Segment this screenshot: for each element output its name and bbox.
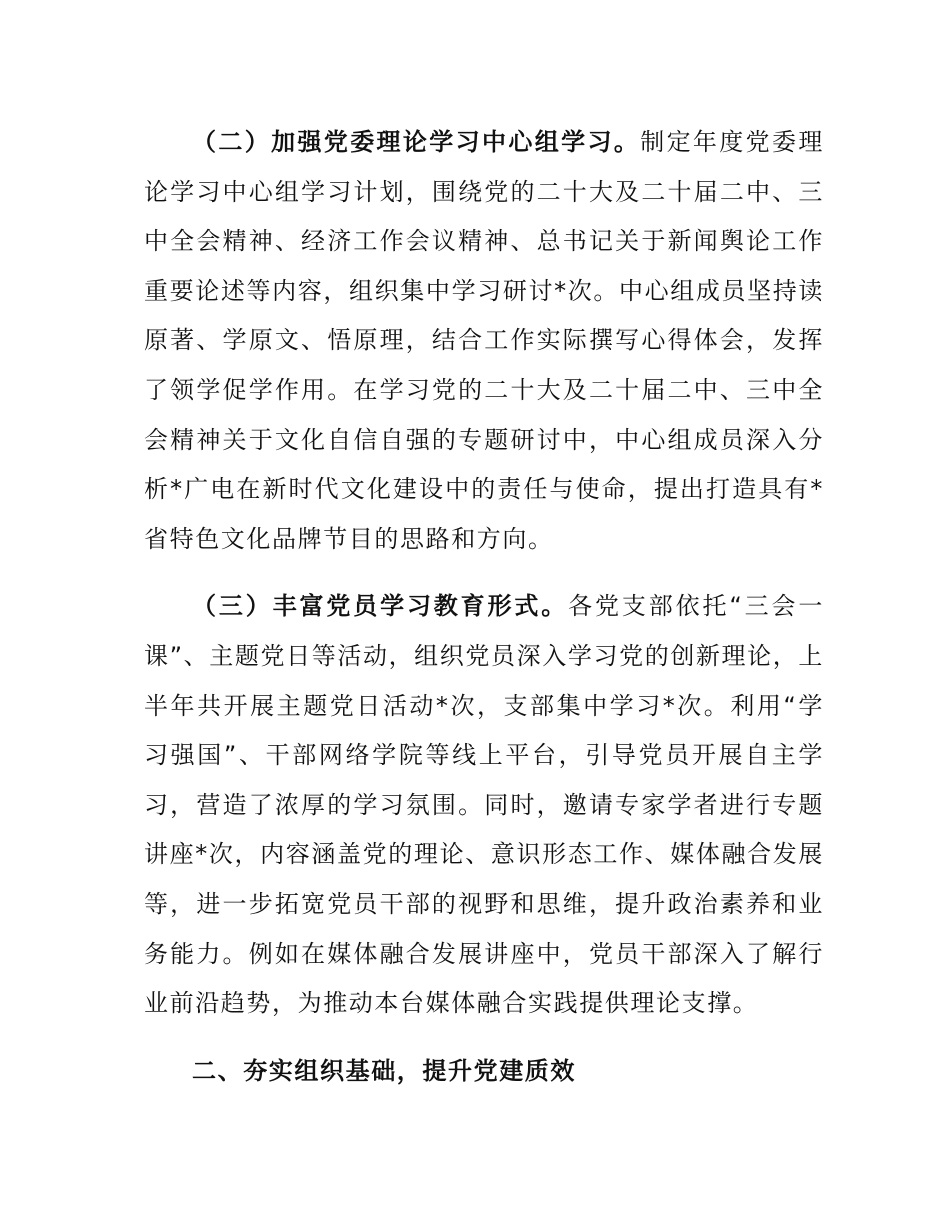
paragraph-text: 各党支部依托“三会一课”、主题党日等活动，组织党员深入学习党的创新理论，上半年共开展主题党日活动*次，支部集中学习*次。利用“学习强国”、干部网络学院等线上平台，引导党员开展自主学习，营造了浓厚的学习氛围。同时，邀请专家学者进行专题讲座*次，内容涵盖党的理论、意识形态工作、媒体融合发展等，进一步拓宽党员干部的视野和思维，提升政治素养和业务能力。例如在媒体融合发展讲座中，党员干部深入了解行业前沿趋势，为推动本台媒体融合实践提供理论支撑。 bbox=[144, 592, 824, 1018]
paragraph-text: 制定年度党委理论学习中心组学习计划，围绕党的二十大及二十届二中、三中全会精神、经济工作会议精神、总书记关于新闻舆论工作重要论述等内容，组织集中学习研讨*次。中心组成员坚持读原著、学原文、悟原理，结合工作实际撰写心得体会，发挥了领学促学作用。在学习党的二十大及二十届二中、三中全会精神关于文化自信自强的专题研讨中，中心组成员深入分析*广电在新时代文化建设中的责任与使命，提出打造具有*省特色文化品牌节目的思路和方向。 bbox=[144, 128, 824, 553]
section-heading: 二、夯实组织基础，提升党建质效 bbox=[192, 1056, 576, 1085]
paragraph-lead: （二）加强党委理论学习中心组学习。 bbox=[192, 128, 641, 156]
paragraph-theory-study-group bbox=[144, 118, 824, 564]
document-body bbox=[144, 118, 824, 1096]
paragraph-study-forms bbox=[144, 582, 824, 1028]
paragraph-lead: （三）丰富党员学习教育形式。 bbox=[192, 592, 569, 621]
